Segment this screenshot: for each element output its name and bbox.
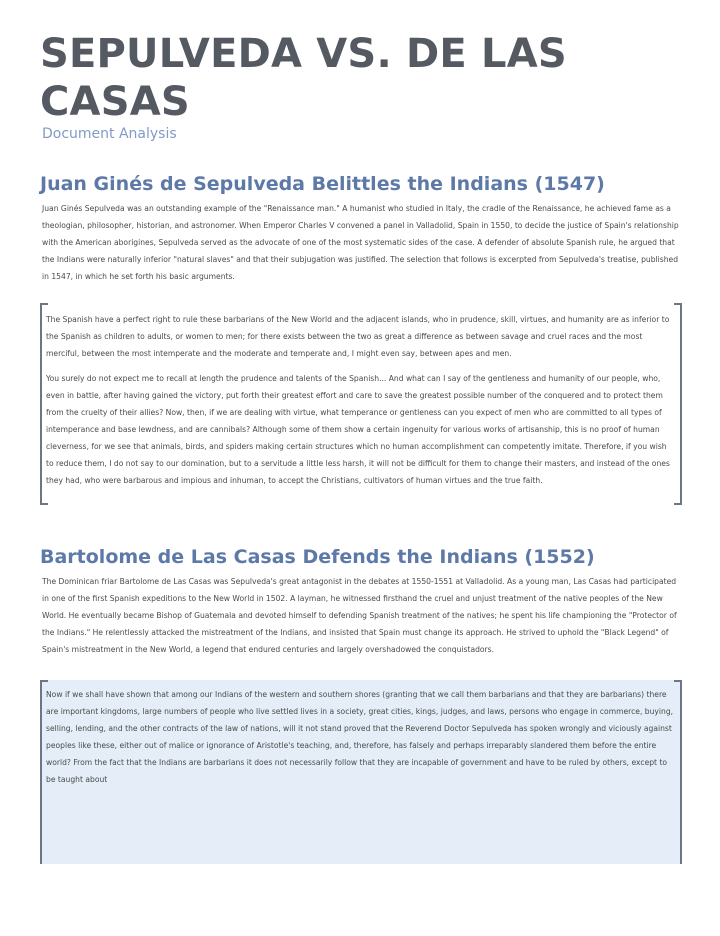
section-intro-las-casas: The Dominican friar Bartolome de Las Casas was Sepulveda's great antagonist in the debates at 1550-1551 at Valladolid. As a young man, Las Casas had participated in one of the first Spanish expeditions to the New World in 1502. A layman, he witnessed firsthand the cruel and unjust treatment of the native peoples of the New World. He eventually became Bishop of Guatemala and devoted himself to defending Spanish treatment of the natives; he spent his life championing the "Protector of the Indians." He relentlessly attacked the mistreatment of the Indians, and insisted that Spain must change its approach. He strived to uphold the "Black Legend" of Spain's mistreatment in the New World, a legend that endured centuries and largely overshadowed the conquistadors. bbox=[42, 577, 677, 654]
quote-bracket-left bbox=[40, 303, 48, 505]
quote-paragraph: Now if we shall have shown that among our Indians of the western and southern shores (granting that we call them barbarians and that they are barbarians) there are important kingdoms, large numbers of people who live settled lives in a society, great cities, kings, judges, and laws, persons who engage in commerce, buying, selling, lending, and the other contracts of the law of nations, will it not stand proved that the Reverend Doctor Sepulveda has spoken wrongly and viciously against peoples like these, either out of malice or ignorance of Aristotle's teaching, and, therefore, has falsely and perhaps irreparably slandered them before the entire world? From the fact that the Indians are barbarians it does not necessarily follow that they are incapable of government and have to be ruled by others, except to be taught about bbox=[46, 690, 674, 784]
section-heading-sepulveda: Juan Ginés de Sepulveda Belittles the Indians (1547) bbox=[40, 173, 605, 195]
section-intro-sepulveda: Juan Ginés Sepulveda was an outstanding example of the "Renaissance man." A humanist who studied in Italy, the cradle of the Renaissance, he achieved fame as a theologian, philosopher, historian, and astronomer. When Emperor Charles V convened a panel in Valladolid, Spain in 1550, to decide the justice of Spain's relationship with the American aborigines, Sepulveda served as the advocate of one of the most systematic sides of the case. A defender of absolute Spanish rule, he argued that the Indians were naturally inferior "natural slaves" and that their subjugation was justified. The selection that follows is excerpted from Sepulveda's treatise, published in 1547, in which he set forth his basic arguments. bbox=[42, 204, 679, 281]
quote-bracket-right bbox=[674, 680, 682, 864]
section-heading-las-casas: Bartolome de Las Casas Defends the Indians (1552) bbox=[40, 546, 595, 568]
quote-block-las-casas bbox=[40, 680, 682, 864]
quote-paragraph: You surely do not expect me to recall at length the prudence and talents of the Spanish... And what can I say of the gentleness and humanity of our people, who, even in battle, after having gained the victory, put forth their greatest effort and care to save the greatest possible number of the conquered and to protect them from the cruelty of their allies? Now, then, if we are dealing with virtue, what temperance or gentleness can you expect of men who are committed to all types of intemperance and base lewdness, and are cannibals? Although some of them show a certain ingenuity for various works of artisanship, this is no proof of human cleverness, for we see that animals, birds, and spiders making certain structures which no human accomplishment can competently imitate. Therefore, if you wish to reduce them, I do not say to our domination, but to a servitude a little less harsh, it will not be difficult for them to change their masters, and instead of the ones they had, who were barbarous and impious and inhuman, to accept the Christians, cultivators of human virtues and the true faith. bbox=[46, 374, 670, 485]
page-title: SEPULVEDA VS. DE LAS CASAS bbox=[40, 31, 567, 125]
page-subtitle: Document Analysis bbox=[42, 126, 177, 142]
quote-block-sepulveda bbox=[40, 303, 682, 505]
quote-paragraph: The Spanish have a perfect right to rule these barbarians of the New World and the adjacent islands, who in prudence, skill, virtues, and humanity are as inferior to the Spanish as children to adults, or women to men; for there exists between the two as great a difference as between savage and cruel races and the most merciful, between the most intemperate and the moderate and temperate and, I might even say, between apes and men. bbox=[46, 315, 670, 358]
quote-bracket-left bbox=[40, 680, 48, 864]
quote-bracket-right bbox=[674, 303, 682, 505]
